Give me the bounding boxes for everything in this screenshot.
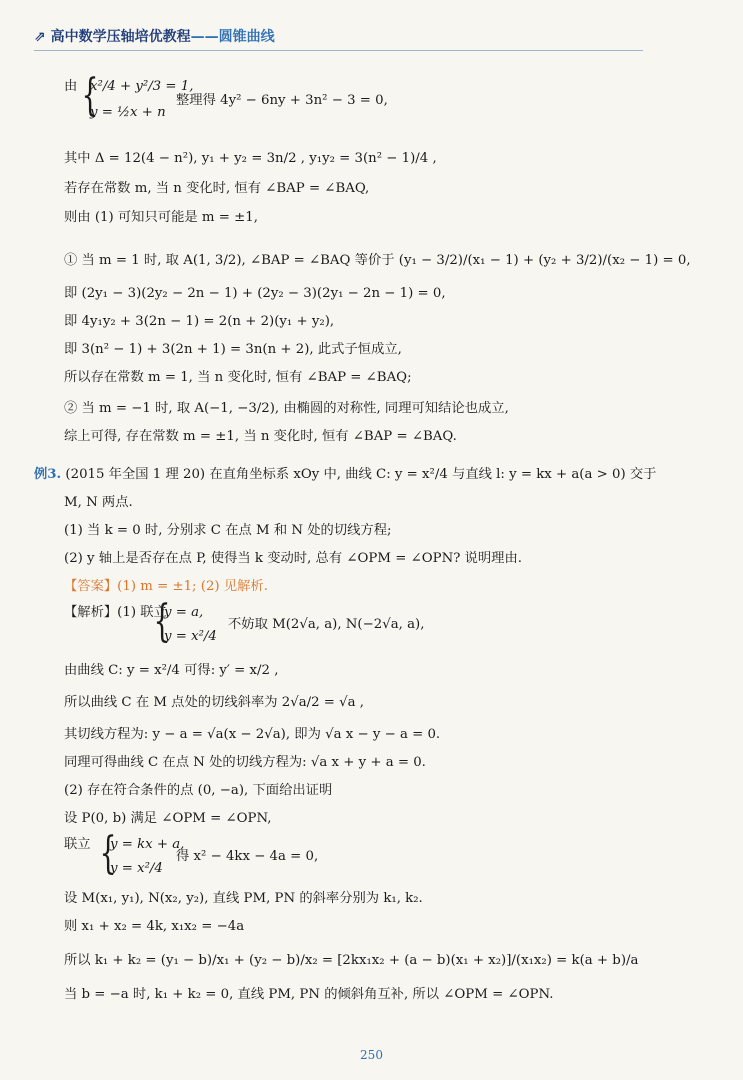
equation-system-1 — [64, 70, 388, 121]
header-dash: —— — [190, 29, 219, 45]
equation-system-2 — [64, 596, 425, 647]
system-eq-2: y = ½x + n — [90, 105, 166, 120]
system-result: 整理得 4y² − 6ny + 3n² − 3 = 0, — [176, 93, 388, 108]
text-line: 综上可得, 存在常数 m = ±1, 当 n 变化时, 恒有 ∠BAP = ∠BAQ. — [64, 429, 457, 444]
text-line: 设 M(x₁, y₁), N(x₂, y₂), 直线 PM, PN 的斜率分别为 k₁, k₂. — [64, 891, 423, 906]
brace: { — [153, 596, 171, 647]
text-line: 所以 k₁ + k₂ = (y₁ − b)/x₁ + (y₂ − b)/x₂ = [2kx₁x₂ + (a − b)(x₁ + x₂)]/(x₁x₂) = k(a + b)/a — [64, 953, 639, 968]
question-2: (2) y 轴上是否存在点 P, 使得当 k 变动时, 总有 ∠OPM = ∠OPN? 说明理由. — [64, 551, 522, 566]
text-line: 当 b = −a 时, k₁ + k₂ = 0, 直线 PM, PN 的倾斜角互补, 所以 ∠OPM = ∠OPN. — [64, 987, 554, 1002]
system-eq-1: y = a, — [164, 605, 204, 620]
header-rule — [34, 50, 643, 51]
text-line: 其中 Δ = 12(4 − n²), y₁ + y₂ = 3n/2 , y₁y₂ = 3(n² − 1)/4 , — [64, 151, 437, 166]
text-line: 即 4y₁y₂ + 3(2n − 1) = 2(n + 2)(y₁ + y₂), — [64, 314, 335, 329]
text-line: 所以曲线 C 在 M 点处的切线斜率为 2√a/2 = √a , — [64, 695, 365, 710]
question-1: (1) 当 k = 0 时, 分别求 C 在点 M 和 N 处的切线方程; — [64, 523, 392, 538]
text-line: 即 3(n² − 1) + 3(2n + 1) = 3n(n + 2), 此式子恒成立, — [64, 342, 402, 357]
system-eq-1: x²/4 + y²/3 = 1, — [90, 79, 194, 94]
page-number: 250 — [360, 1048, 383, 1062]
system-eq-2: y = x²/4 — [110, 861, 163, 876]
text-line: 若存在常数 m, 当 n 变化时, 恒有 ∠BAP = ∠BAQ, — [64, 181, 370, 196]
chapter-title: 圆锥曲线 — [218, 29, 275, 45]
text-line: 其切线方程为: y − a = √a(x − 2√a), 即为 √a x − y − a = 0. — [64, 727, 441, 742]
system-lead: 联立 — [64, 837, 91, 852]
example-statement: (2015 年全国 1 理 20) 在直角坐标系 xOy 中, 曲线 C: y = x²/4 与直线 l: y = kx + a(a > 0) 交于 — [65, 467, 657, 482]
page-header — [34, 26, 643, 46]
text-line: 由曲线 C: y = x²/4 可得: y′ = x/2 , — [64, 663, 279, 678]
system-lead: 由 — [64, 79, 78, 94]
text-line: 所以存在常数 m = 1, 当 n 变化时, 恒有 ∠BAP = ∠BAQ; — [64, 370, 412, 385]
example-label: 例3. — [34, 467, 62, 482]
brace: { — [81, 70, 99, 121]
text-line: 设 P(0, b) 满足 ∠OPM = ∠OPN, — [64, 811, 272, 826]
brace: { — [99, 828, 117, 879]
system-result: 不妨取 M(2√a, a), N(−2√a, a), — [228, 617, 425, 632]
text-line: 则 x₁ + x₂ = 4k, x₁x₂ = −4a — [64, 919, 245, 934]
system-eq-1: y = kx + a, — [110, 837, 185, 852]
text-line: 则由 (1) 可知只可能是 m = ±1, — [64, 210, 258, 225]
answer-line: 【答案】(1) m = ±1; (2) 见解析. — [64, 579, 268, 594]
system-eq-2: y = x²/4 — [164, 629, 217, 644]
text-line: ② 当 m = −1 时, 取 A(−1, −3/2), 由椭圆的对称性, 同理可知结论也成立, — [64, 401, 509, 416]
text-line: 即 (2y₁ − 3)(2y₂ − 2n − 1) + (2y₂ − 3)(2y₁ − 2n − 1) = 0, — [64, 286, 446, 301]
text-line: ① 当 m = 1 时, 取 A(1, 3/2), ∠BAP = ∠BAQ 等价于 (y₁ − 3/2)/(x₁ − 1) + (y₂ + 3/2)/(x₂ − 1) = 0, — [64, 253, 691, 268]
book-title: 高中数学压轴培优教程 — [50, 29, 191, 45]
example-header — [34, 466, 683, 484]
link-icon: ⇗ — [34, 29, 46, 45]
system-result: 得 x² − 4kx − 4a = 0, — [176, 849, 319, 864]
text-line: 同理可得曲线 C 在点 N 处的切线方程为: √a x + y + a = 0. — [64, 755, 426, 770]
text-line: M, N 两点. — [64, 495, 133, 510]
text-line: (2) 存在符合条件的点 (0, −a), 下面给出证明 — [64, 783, 333, 798]
system-lead: 【解析】(1) 联立 — [64, 605, 167, 620]
equation-system-3 — [64, 828, 319, 879]
